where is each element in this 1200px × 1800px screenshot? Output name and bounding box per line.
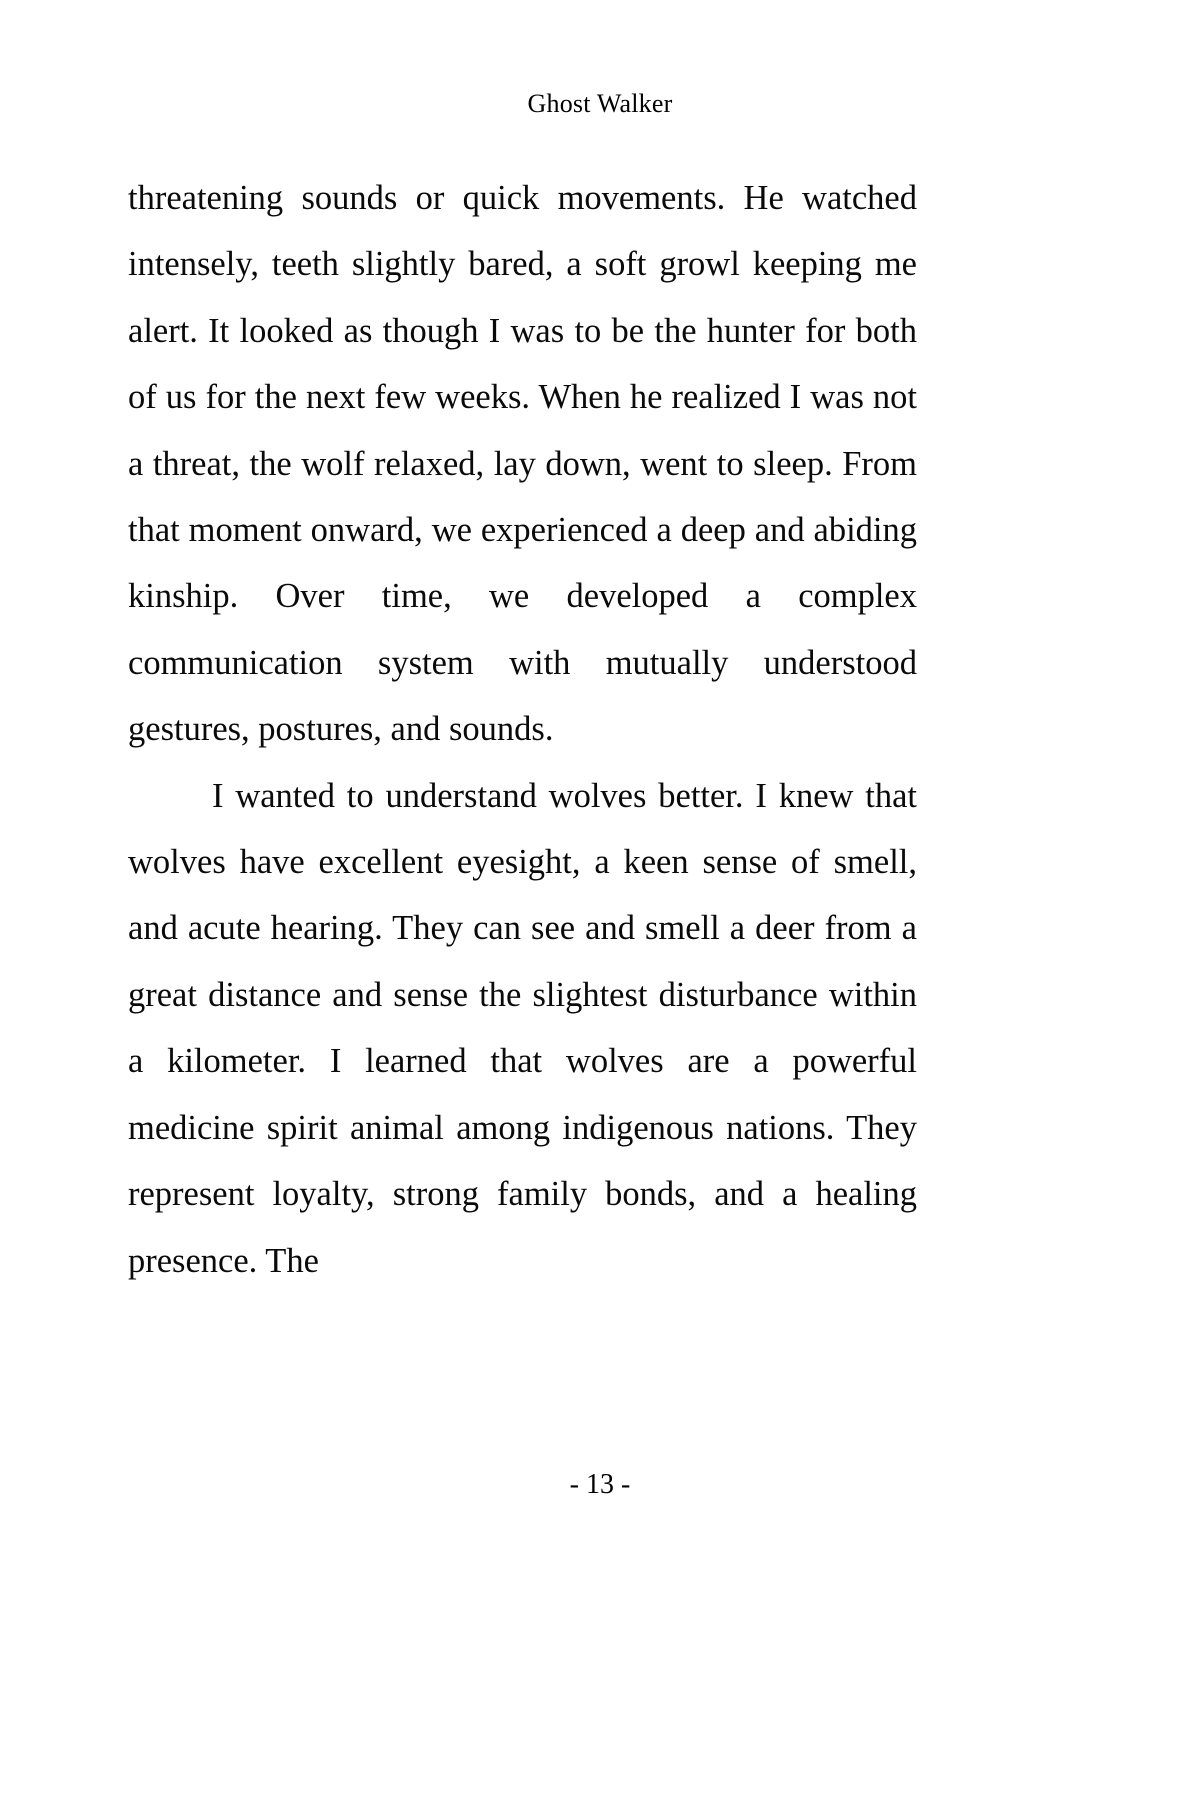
body-text-column bbox=[128, 165, 917, 1294]
body-paragraph-1: threatening sounds or quick movements. He watched intensely, teeth slightly bared, a soft growl keeping me alert. It looked as though I was to be the hunter for both of us for the next few weeks. When he realized I was not a threat, the wolf relaxed, lay down, went to sleep. From that moment onward, we experienced a deep and abiding kinship. Over time, we developed a complex communication system with mutually understood gestures, postures, and sounds. bbox=[128, 179, 917, 749]
body-paragraph-2: I wanted to understand wolves better. I knew that wolves have excellent eyesight, a keen sense of smell, and acute hearing. They can see and smell a deer from a great distance and sense the slightest disturbance within a kilometer. I learned that wolves are a powerful medicine spirit animal among indigenous nations. They represent loyalty, strong family bonds, and a healing presence. The bbox=[128, 776, 917, 1280]
page-number: - 13 - bbox=[569, 1469, 631, 1500]
running-header-book-title: Ghost Walker bbox=[527, 89, 673, 118]
